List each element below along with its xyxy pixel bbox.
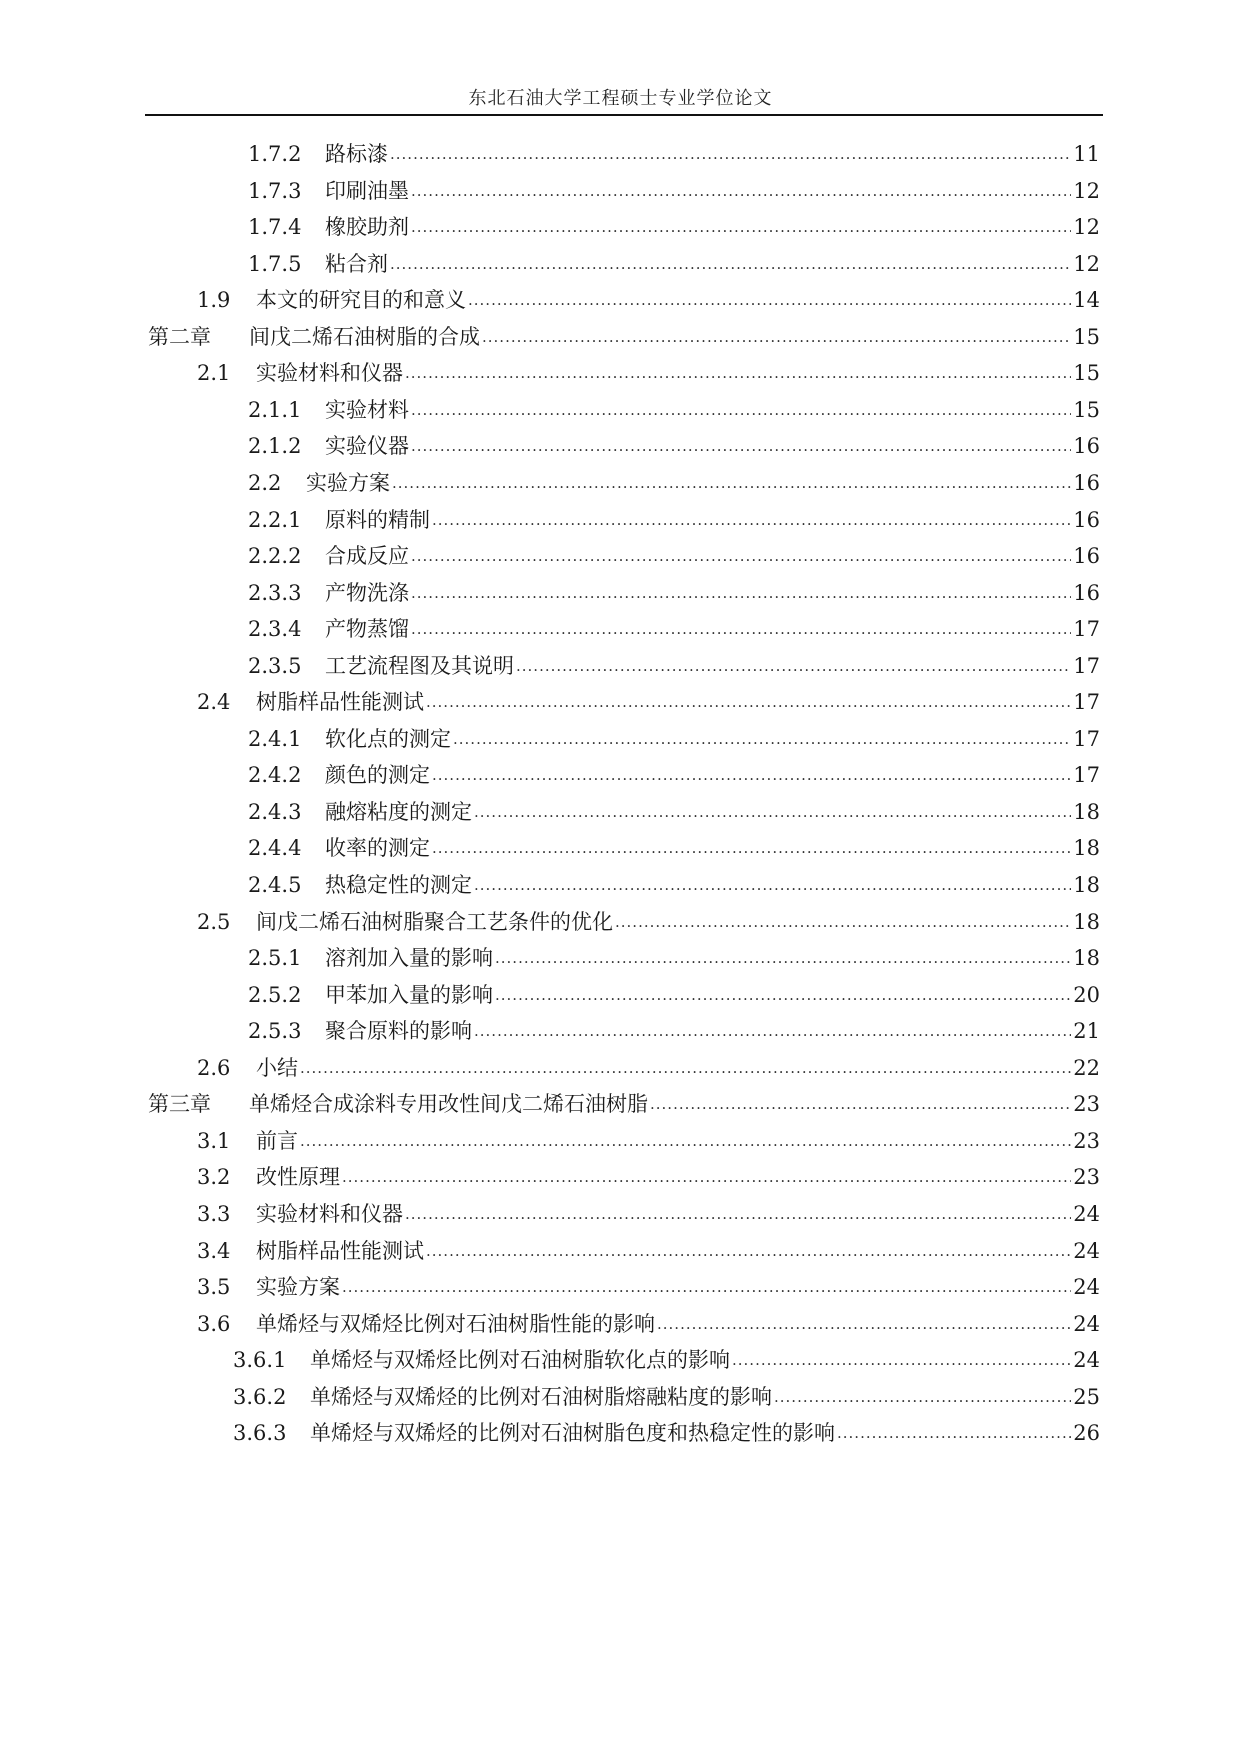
toc-entry-page: 18 <box>1073 799 1100 824</box>
toc-dot-leader <box>432 839 1071 857</box>
toc-dot-leader <box>342 1168 1071 1186</box>
toc-dot-leader <box>390 145 1071 163</box>
toc-entry[interactable] <box>248 759 1100 789</box>
toc-entry-page: 22 <box>1073 1055 1100 1080</box>
toc-entry-number: 2.2 <box>248 470 282 495</box>
toc-entry-title: 收率的测定 <box>325 836 430 861</box>
toc-dot-leader <box>474 1022 1071 1040</box>
toc-entry[interactable] <box>197 284 1100 314</box>
toc-entry[interactable] <box>248 613 1100 643</box>
toc-entry-title: 单烯烃与双烯烃比例对石油树脂性能的影响 <box>256 1311 655 1336</box>
toc-entry[interactable] <box>233 1381 1100 1411</box>
toc-entry-title: 印刷油墨 <box>325 178 409 203</box>
toc-entry-title: 产物洗涤 <box>325 580 409 605</box>
toc-dot-leader <box>837 1424 1071 1442</box>
toc-dot-leader <box>495 986 1071 1004</box>
toc-entry-title: 软化点的测定 <box>325 726 451 751</box>
toc-dot-leader <box>411 620 1071 638</box>
toc-dot-leader <box>474 876 1071 894</box>
toc-entry-title: 单烯烃合成涂料专用改性间戊二烯石油树脂 <box>249 1092 648 1117</box>
toc-entry-title: 树脂样品性能测试 <box>256 1238 424 1263</box>
toc-dot-leader <box>426 1242 1071 1260</box>
toc-entry-number: 2.1 <box>197 361 231 386</box>
toc-entry-page: 15 <box>1073 361 1100 386</box>
toc-dot-leader <box>495 949 1071 967</box>
toc-entry-number: 2.4.5 <box>248 873 302 897</box>
toc-entry[interactable] <box>248 248 1100 278</box>
toc-dot-leader <box>405 1205 1071 1223</box>
toc-entry[interactable] <box>197 357 1100 387</box>
toc-dot-leader <box>474 803 1071 821</box>
toc-dot-leader <box>411 437 1071 455</box>
toc-entry-title: 前言 <box>256 1128 298 1153</box>
toc-entry-title: 实验方案 <box>306 470 390 495</box>
toc-entry[interactable] <box>248 723 1100 753</box>
toc-dot-leader <box>411 584 1071 602</box>
toc-entry-title: 路标漆 <box>325 142 388 166</box>
toc-entry-number: 2.4.1 <box>248 726 302 751</box>
toc-dot-leader <box>405 364 1071 382</box>
toc-dot-leader <box>411 547 1071 565</box>
toc-entry-title: 橡胶助剂 <box>325 215 409 240</box>
toc-entry-page: 12 <box>1073 251 1100 276</box>
toc-entry-title: 小结 <box>256 1055 298 1080</box>
toc-entry-number: 1.7.5 <box>248 251 302 276</box>
toc-entry-page: 24 <box>1073 1201 1100 1226</box>
toc-entry[interactable] <box>248 211 1100 241</box>
toc-dot-leader <box>615 913 1071 931</box>
toc-entry-title: 实验仪器 <box>325 434 409 459</box>
toc-entry-page: 23 <box>1073 1092 1100 1117</box>
toc-entry-title: 单烯烃与双烯烃比例对石油树脂软化点的影响 <box>310 1348 730 1373</box>
toc-entry[interactable] <box>197 1052 1100 1082</box>
toc-entry-page: 24 <box>1073 1348 1100 1373</box>
toc-entry[interactable] <box>248 796 1100 826</box>
toc-entry[interactable] <box>148 1088 1100 1118</box>
toc-entry[interactable] <box>148 321 1100 351</box>
toc-entry-number: 2.5 <box>197 909 231 934</box>
toc-entry-title: 实验材料 <box>325 397 409 422</box>
toc-entry-page: 23 <box>1073 1128 1100 1153</box>
toc-entry-page: 15 <box>1073 324 1100 349</box>
toc-entry-title: 合成反应 <box>325 544 409 568</box>
toc-entry-number: 3.3 <box>197 1201 231 1226</box>
toc-dot-leader <box>390 255 1071 273</box>
toc-dot-leader <box>657 1315 1071 1333</box>
toc-entry-number: 2.1.2 <box>248 434 302 459</box>
toc-entry-number: 2.5.3 <box>248 1019 302 1044</box>
toc-entry-number: 3.6.3 <box>233 1421 287 1446</box>
toc-entry[interactable] <box>197 1271 1100 1301</box>
toc-entry[interactable] <box>197 1235 1100 1265</box>
toc-entry[interactable] <box>248 942 1100 972</box>
toc-entry[interactable] <box>248 1015 1100 1045</box>
toc-entry[interactable] <box>197 686 1100 716</box>
toc-entry-number: 2.5.2 <box>248 982 302 1007</box>
toc-entry-number: 2.5.1 <box>248 946 302 971</box>
toc-entry-number: 1.7.4 <box>248 215 302 240</box>
toc-entry[interactable] <box>248 175 1100 205</box>
toc-entry-page: 14 <box>1073 288 1100 313</box>
toc-entry-number: 2.6 <box>197 1055 231 1080</box>
toc-dot-leader <box>342 1278 1071 1296</box>
toc-dot-leader <box>300 1059 1071 1077</box>
toc-entry[interactable] <box>197 1161 1100 1191</box>
toc-entry-page: 12 <box>1073 215 1100 240</box>
toc-entry-number: 2.4.4 <box>248 836 302 861</box>
toc-entry-page: 17 <box>1073 763 1100 788</box>
toc-dot-leader <box>432 766 1071 784</box>
toc-entry[interactable] <box>248 650 1100 680</box>
toc-dot-leader <box>432 511 1071 529</box>
toc-entry-title: 间戊二烯石油树脂的合成 <box>249 324 480 349</box>
toc-entry-title: 热稳定性的测定 <box>325 873 472 897</box>
toc-entry[interactable] <box>197 1125 1100 1155</box>
toc-entry[interactable] <box>197 906 1100 936</box>
toc-entry-page: 12 <box>1073 178 1100 203</box>
toc-entry-page: 20 <box>1073 982 1100 1007</box>
toc-entry-title: 单烯烃与双烯烃的比例对石油树脂熔融粘度的影响 <box>310 1384 772 1409</box>
toc-entry[interactable] <box>233 1417 1100 1447</box>
toc-entry-number: 3.4 <box>197 1238 231 1263</box>
toc-entry-number: 2.2.2 <box>248 544 302 568</box>
toc-entry-number: 第三章 <box>148 1092 211 1117</box>
toc-entry-number: 3.5 <box>197 1275 231 1299</box>
toc-entry[interactable] <box>248 504 1100 534</box>
toc-entry-number: 3.6.2 <box>233 1384 287 1409</box>
toc-entry-page: 23 <box>1073 1165 1100 1190</box>
toc-entry-page: 24 <box>1073 1238 1100 1263</box>
toc-entry-page: 16 <box>1073 470 1100 495</box>
toc-entry-number: 2.4.3 <box>248 799 302 824</box>
toc-entry-number: 3.6 <box>197 1311 231 1336</box>
toc-dot-leader <box>392 474 1071 492</box>
toc-entry-title: 溶剂加入量的影响 <box>325 946 493 971</box>
toc-dot-leader <box>411 218 1071 236</box>
toc-entry[interactable] <box>248 832 1100 862</box>
toc-dot-leader <box>774 1388 1071 1406</box>
toc-entry-page: 16 <box>1073 507 1100 532</box>
toc-entry-title: 实验方案 <box>256 1275 340 1299</box>
toc-entry-number: 2.3.5 <box>248 653 302 678</box>
toc-entry-title: 原料的精制 <box>325 507 430 532</box>
toc-entry[interactable] <box>197 1308 1100 1338</box>
toc-dot-leader <box>732 1351 1071 1369</box>
toc-entry-number: 2.4.2 <box>248 763 302 788</box>
toc-entry-number: 3.2 <box>197 1165 231 1190</box>
toc-dot-leader <box>468 291 1071 309</box>
toc-entry-page: 25 <box>1073 1384 1100 1409</box>
toc-entry-title: 颜色的测定 <box>325 763 430 788</box>
toc-entry-page: 17 <box>1073 617 1100 642</box>
toc-entry-title: 聚合原料的影响 <box>325 1019 472 1044</box>
toc-entry-page: 17 <box>1073 653 1100 678</box>
toc-entry-number: 2.1.1 <box>248 397 302 422</box>
toc-dot-leader <box>453 730 1071 748</box>
toc-entry-title: 间戊二烯石油树脂聚合工艺条件的优化 <box>256 909 613 934</box>
toc-entry-page: 18 <box>1073 946 1100 971</box>
toc-dot-leader <box>411 182 1071 200</box>
toc-entry-title: 产物蒸馏 <box>325 617 409 642</box>
toc-dot-leader <box>411 401 1071 419</box>
toc-dot-leader <box>650 1095 1071 1113</box>
toc-entry[interactable] <box>248 467 1100 497</box>
toc-entry-page: 18 <box>1073 873 1100 897</box>
toc-entry-number: 3.1 <box>197 1128 231 1153</box>
toc-entry-page: 18 <box>1073 836 1100 861</box>
toc-entry-page: 16 <box>1073 434 1100 459</box>
toc-entry-page: 24 <box>1073 1311 1100 1336</box>
toc-entry-title: 甲苯加入量的影响 <box>325 982 493 1007</box>
toc-entry-page: 26 <box>1073 1421 1100 1446</box>
running-header: 东北石油大学工程硕士专业学位论文 <box>468 88 773 109</box>
toc-entry[interactable] <box>248 577 1100 607</box>
toc-entry-page: 15 <box>1073 397 1100 422</box>
toc-entry-page: 11 <box>1073 142 1100 166</box>
toc-entry-page: 24 <box>1073 1275 1100 1299</box>
toc-entry-title: 树脂样品性能测试 <box>256 690 424 715</box>
toc-entry-title: 工艺流程图及其说明 <box>325 653 514 678</box>
toc-entry-page: 18 <box>1073 909 1100 934</box>
toc-entry-title: 实验材料和仪器 <box>256 361 403 386</box>
toc-entry[interactable] <box>248 869 1100 899</box>
toc-entry[interactable] <box>248 138 1100 168</box>
toc-entry-page: 17 <box>1073 726 1100 751</box>
toc-entry-page: 17 <box>1073 690 1100 715</box>
toc-entry-title: 实验材料和仪器 <box>256 1201 403 1226</box>
toc-entry[interactable] <box>248 979 1100 1009</box>
toc-entry-page: 16 <box>1073 544 1100 568</box>
toc-entry-title: 改性原理 <box>256 1165 340 1190</box>
toc-entry-page: 16 <box>1073 580 1100 605</box>
toc-dot-leader <box>426 693 1071 711</box>
toc-entry-number: 2.4 <box>197 690 231 715</box>
toc-entry-title: 单烯烃与双烯烃的比例对石油树脂色度和热稳定性的影响 <box>310 1421 835 1446</box>
toc-entry-number: 2.3.3 <box>248 580 302 605</box>
toc-dot-leader <box>482 328 1071 346</box>
toc-entry[interactable] <box>248 394 1100 424</box>
toc-entry-number: 1.7.3 <box>248 178 302 203</box>
toc-dot-leader <box>516 657 1071 675</box>
toc-entry-page: 21 <box>1073 1019 1100 1044</box>
toc-entry[interactable] <box>248 430 1100 460</box>
toc-entry-title: 粘合剂 <box>325 251 388 276</box>
toc-entry[interactable] <box>197 1198 1100 1228</box>
toc-dot-leader <box>300 1132 1071 1150</box>
toc-entry-number: 1.9 <box>197 288 231 313</box>
toc-entry[interactable] <box>248 540 1100 570</box>
toc-entry-number: 2.2.1 <box>248 507 302 532</box>
toc-entry-number: 3.6.1 <box>233 1348 287 1373</box>
toc-entry-title: 融熔粘度的测定 <box>325 799 472 824</box>
toc-entry-number: 2.3.4 <box>248 617 302 642</box>
toc-entry[interactable] <box>233 1344 1100 1374</box>
toc-entry-number: 第二章 <box>148 324 211 349</box>
toc-entry-number: 1.7.2 <box>248 142 302 166</box>
toc-entry-title: 本文的研究目的和意义 <box>256 288 466 313</box>
